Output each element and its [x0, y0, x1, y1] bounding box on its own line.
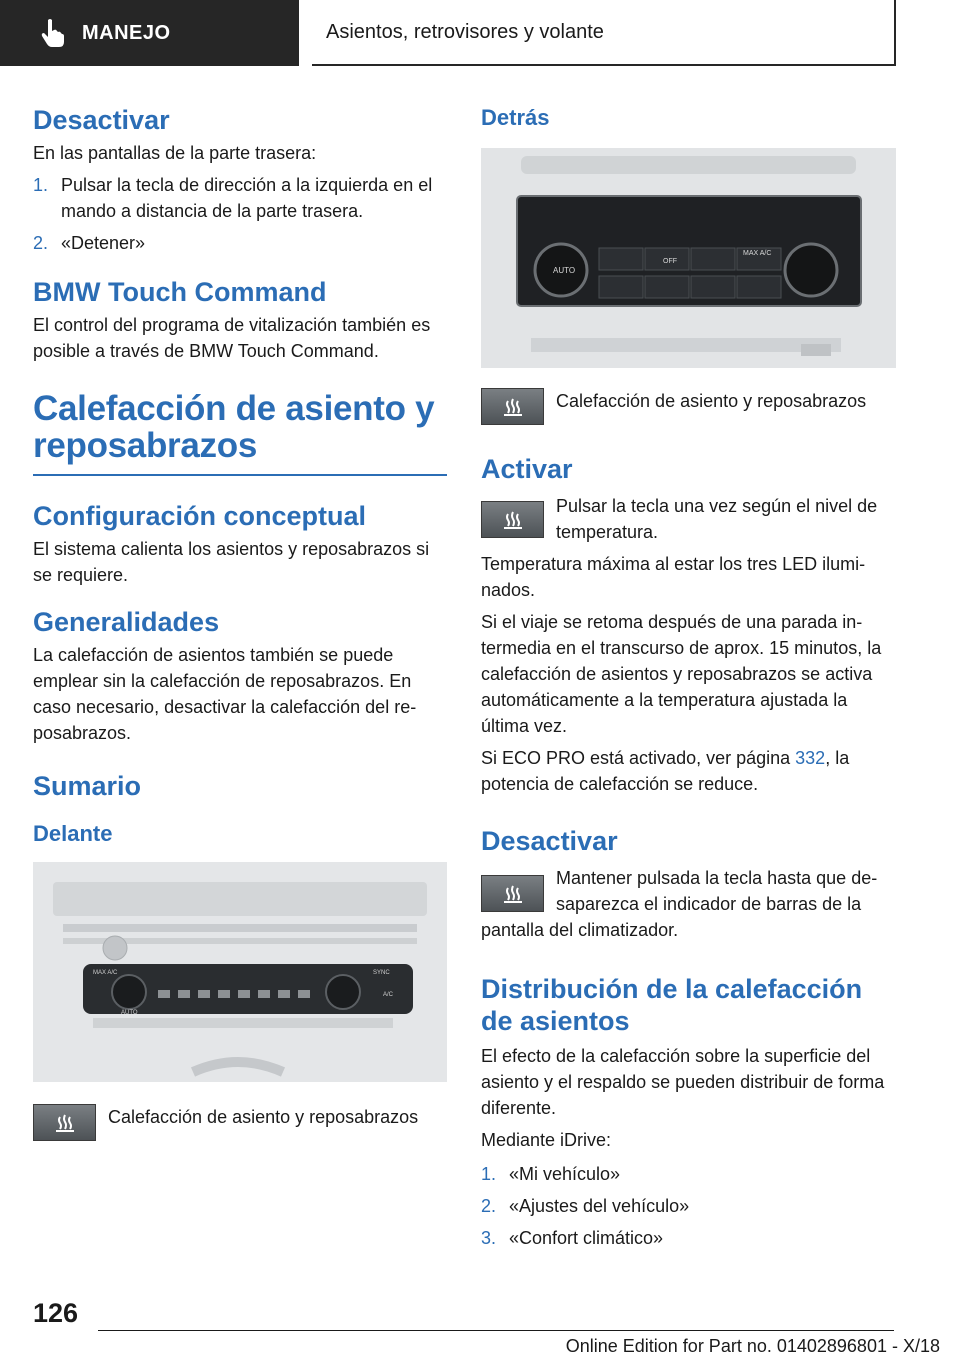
rear-panel-label-auto: AUTO	[553, 266, 576, 275]
page-link[interactable]: 332	[795, 748, 826, 768]
list-item: 3. «Confort climático»	[481, 1228, 664, 1248]
sumario-heading: Sumario	[33, 771, 142, 801]
front-climate-panel-image	[33, 862, 447, 1082]
seat-heating-button-icon	[481, 875, 544, 912]
detras-heading: Detrás	[481, 105, 550, 130]
page-title: Calefacción de asiento y reposabrazos	[33, 389, 435, 465]
header-chapter-label: Asientos, retrovisores y volante	[326, 20, 604, 43]
left-column	[33, 100, 447, 1141]
desactivar-heading: Desactivar	[33, 105, 170, 135]
hand-pointer-icon	[40, 18, 66, 48]
panel-label-max-ac: MAX A/C	[93, 970, 118, 976]
seat-heating-button-icon	[33, 1104, 96, 1141]
rear-caption-row	[481, 388, 896, 425]
page-number: 126	[33, 1298, 79, 1328]
front-caption-row	[33, 1104, 447, 1141]
idrive-intro: Mediante iDrive:	[481, 1130, 612, 1150]
panel-label-sync: SYNC	[373, 970, 390, 976]
activar-p1: Temperatura máxima al estar los tres LED iluminados.	[481, 554, 866, 600]
desactivar-right-block	[481, 865, 896, 943]
header-chapter	[312, 0, 896, 66]
list-item: 1. «Mi vehículo»	[481, 1164, 621, 1184]
seat-heating-button-icon	[481, 388, 544, 425]
desactivar-intro: En las pantallas de la parte trasera:	[33, 143, 317, 163]
desactivar-right-text: Mantener pulsada la tecla hasta que desaparezca el indicador de barras de la pantalla del climatizador.	[481, 868, 878, 940]
header-section-label: MANEJO	[82, 21, 171, 44]
panel-label-auto: AUTO	[121, 1010, 138, 1016]
desactivar-right-heading: Desactivar	[481, 826, 618, 856]
seat-heating-button-icon	[481, 501, 544, 538]
panel-label-ac: A/C	[383, 992, 394, 998]
right-column	[481, 100, 896, 1251]
front-caption: Calefacción de asiento y reposabrazos	[108, 1107, 419, 1127]
rear-panel-label-max-ac: MAX A/C	[743, 250, 772, 257]
rear-climate-panel-image	[481, 148, 896, 368]
general-text: La calefacción de asientos también se puede emplear sin la calefacción de reposabrazos. En caso necesario, desactivar la calefacción del reposabrazos.	[33, 645, 417, 743]
distribution-heading: Distribución de la calefacción de asientos	[481, 974, 863, 1036]
activar-p2: Si el viaje se retoma después de una parada intermedia en el transcurso de aprox. 15 minutos, la calefacción de asientos y reposabrazos se activa automáticamente a la temperatura ajustada la última vez.	[481, 612, 882, 736]
general-heading: Generalidades	[33, 607, 220, 637]
activar-text: Pulsar la tecla una vez según el nivel de temperatura.	[556, 496, 878, 542]
eco-pro-text: Si ECO PRO está activado, ver página 332, la potencia de calefacción se reduce.	[481, 748, 850, 794]
list-item: 2. «Detener»	[33, 233, 146, 253]
distribution-text: El efecto de la calefacción sobre la superficie del asiento y el respaldo se pueden distribuir de forma diferente.	[481, 1046, 885, 1118]
header-section-tab	[0, 0, 299, 66]
touch-command-heading: BMW Touch Command	[33, 277, 327, 307]
title-divider	[33, 474, 447, 476]
desactivar-steps	[33, 172, 447, 256]
footer-edition: Online Edition for Part no. 01402896801 - X/18	[565, 1336, 940, 1356]
footer-divider	[98, 1330, 894, 1331]
rear-caption: Calefacción de asiento y reposabrazos	[556, 391, 867, 411]
concept-text: El sistema calienta los asientos y reposabrazos si se requiere.	[33, 539, 430, 585]
rear-panel-label-off: OFF	[663, 258, 677, 265]
list-item: 2. «Ajustes del vehículo»	[481, 1196, 690, 1216]
idrive-steps	[481, 1161, 896, 1251]
activar-row	[481, 493, 896, 545]
delante-heading: Delante	[33, 821, 113, 846]
concept-heading: Configuración conceptual	[33, 501, 367, 531]
list-item: 1. Pulsar la tecla de dirección a la izquierda en el mando a distancia de la parte trasera.	[33, 175, 433, 221]
touch-command-text: El control del programa de vitalización también es posible a través de BMW Touch Command.	[33, 315, 431, 361]
activar-heading: Activar	[481, 454, 573, 484]
